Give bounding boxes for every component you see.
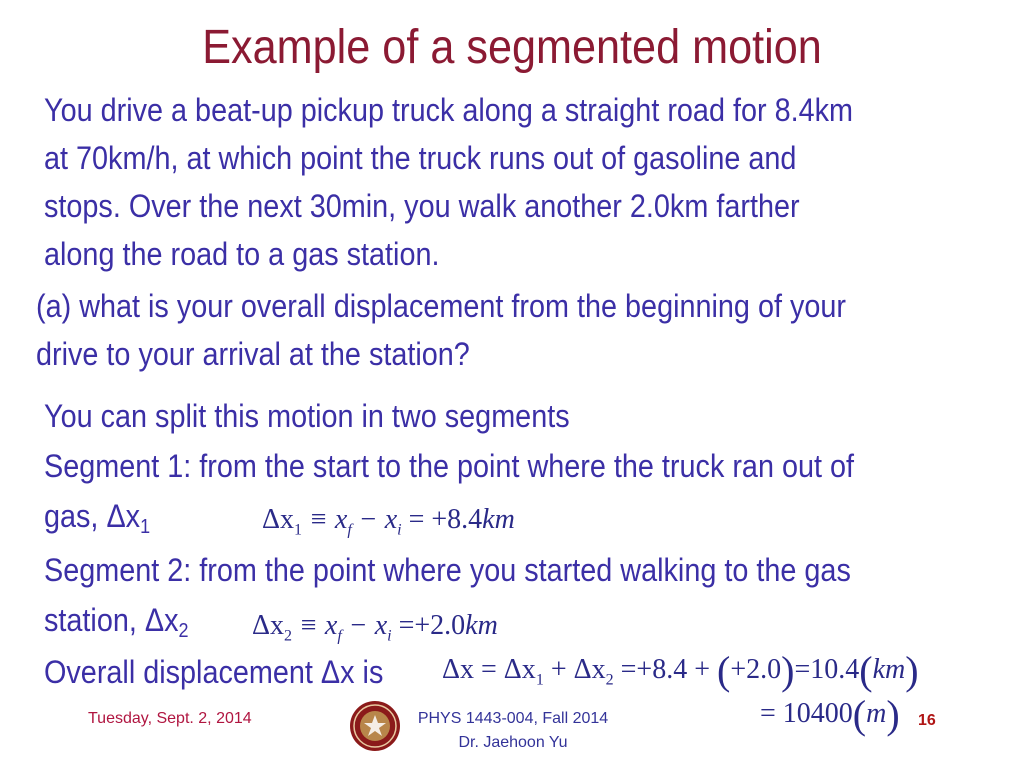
problem-line: You drive a beat-up pickup truck along a straight road for 8.4km bbox=[44, 92, 854, 128]
page-number: 16 bbox=[918, 712, 936, 729]
footer-instructor: Dr. Jaehoon Yu bbox=[458, 734, 568, 751]
question-line: (a) what is your overall displacement from the beginning of your bbox=[36, 288, 846, 324]
problem-line: at 70km/h, at which point the truck runs out of gasoline and bbox=[44, 140, 797, 176]
university-seal-icon bbox=[349, 700, 401, 752]
segment2-line2 bbox=[44, 596, 189, 655]
equation-overall-meters: = 10400(m) bbox=[760, 692, 900, 737]
equation-segment1: $\Delta x_1 \equiv x_f - x_i = +8.4km$ bbox=[262, 504, 515, 539]
segment1-sub: 1 bbox=[140, 516, 151, 538]
question-text bbox=[36, 282, 846, 378]
question-line: drive to your arrival at the station? bbox=[36, 336, 470, 372]
footer-course: PHYS 1443-004, Fall 2014 bbox=[417, 710, 609, 727]
split-line: You can split this motion in two segments bbox=[44, 398, 570, 434]
segment1-line2 bbox=[44, 492, 150, 551]
segment2-label: station, Δx bbox=[44, 602, 179, 638]
segment2-line1: Segment 2: from the point where you started walking to the gas bbox=[44, 552, 851, 588]
segment1-line1: Segment 1: from the start to the point where the truck ran out of bbox=[44, 448, 855, 484]
equation-segment2: $\Delta x_2 \equiv x_f - x_i =+2.0km$ bbox=[252, 610, 498, 645]
slide-title: Example of a segmented motion bbox=[202, 21, 822, 74]
problem-line: along the road to a gas station. bbox=[44, 236, 440, 272]
overall-label: Overall displacement Δx is bbox=[44, 654, 384, 690]
footer-date: Tuesday, Sept. 2, 2014 bbox=[88, 710, 252, 727]
equation-overall: $\Delta x = \Delta x_1 + \Delta x_2 =+8.4 + (+2.0)=10.4(km)$ bbox=[442, 648, 919, 693]
segment1-label: gas, Δx bbox=[44, 498, 141, 534]
problem-line: stops. Over the next 30min, you walk another 2.0km farther bbox=[44, 188, 800, 224]
segment2-sub: 2 bbox=[178, 620, 189, 642]
problem-text bbox=[44, 86, 853, 278]
